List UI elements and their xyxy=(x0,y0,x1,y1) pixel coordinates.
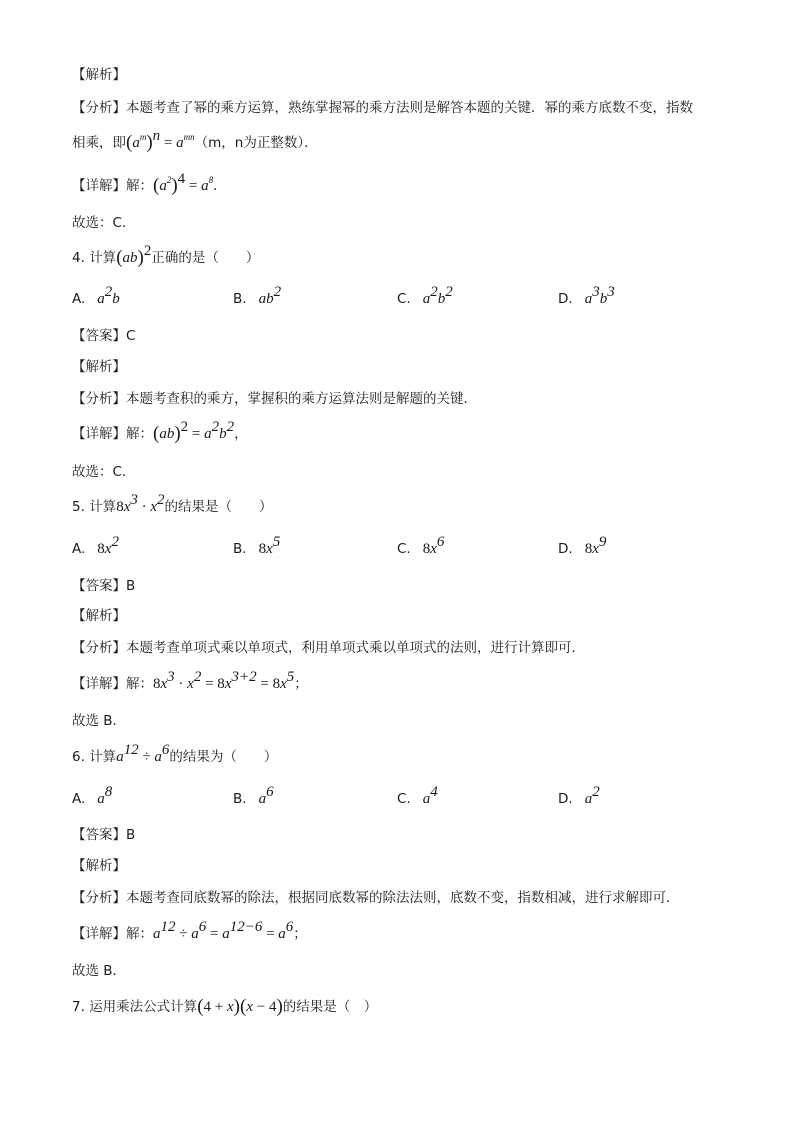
q6-formula: $a^{12} \div a^6$ xyxy=(116,742,170,765)
q4-xiangjie: 【详解】解：$(ab)^2 = a^2b^2$， xyxy=(72,419,248,444)
q6-option-b: B. $a^6$ xyxy=(233,784,274,807)
q5-option-c: C. $8x^6$ xyxy=(397,534,445,557)
q5-xiangjie: 【详解】解：$8x^3 \cdot x^2 = 8x^{3+2} = 8x^5$； xyxy=(72,669,308,692)
question-5-stem: 5. 计算$8x^3 \cdot x^2$的结果是（ ） xyxy=(72,492,273,515)
q4-guxuan: 故选：C． xyxy=(72,464,136,480)
q4-xiangjie-formula: $(ab)^2 = a^2b^2$ xyxy=(153,419,235,444)
q4-option-b: B. $ab^2$ xyxy=(233,284,282,307)
q4-formula: (ab)$^2$ xyxy=(116,243,152,268)
jiexi-heading: 【解析】 xyxy=(72,67,126,83)
xiangjie-line: 【详解】解：$(a^2)^4 = a^8$． xyxy=(72,171,227,196)
q6-fenxi: 【分析】本题考查同底数幂的除法，根据同底数幂的除法法则，底数不变，指数相减，进行求解即可． xyxy=(72,890,680,906)
q4-answer: 【答案】C xyxy=(72,328,136,344)
q5-option-b: B. $8x^5$ xyxy=(233,534,281,557)
q5-formula: $8x^3 \cdot x^2$ xyxy=(116,492,165,515)
q4-option-d: D. $a^3b^3$ xyxy=(558,284,615,307)
q6-guxuan: 故选 B． xyxy=(72,963,127,979)
q5-answer: 【答案】B xyxy=(72,578,136,594)
q6-option-c: C. $a^4$ xyxy=(397,784,438,807)
q4-option-c: C. $a^2b^2$ xyxy=(397,284,453,307)
q4-jiexi-heading: 【解析】 xyxy=(72,359,126,375)
q6-option-a: A. $a^8$ xyxy=(72,784,113,807)
q5-guxuan: 故选 B． xyxy=(72,713,127,729)
q6-xiangjie: 【详解】解：$a^{12} \div a^6 = a^{12-6} = a^6$； xyxy=(72,919,307,942)
question-6-stem: 6. 计算$a^{12} \div a^6$的结果为（ ） xyxy=(72,742,278,765)
q5-jiexi-heading: 【解析】 xyxy=(72,608,126,624)
fenxi-paragraph-line1: 【分析】本题考查了幂的乘方运算，熟练掌握幂的乘方法则是解答本题的关键．幂的乘方底数不变，指数 xyxy=(72,100,693,116)
fenxi-paragraph-line2: 相乘，即$(a^m)^n = a^{mn}(m$，n为正整数）． xyxy=(72,128,318,153)
q5-xiangjie-formula: $8x^3 \cdot x^2 = 8x^{3+2} = 8x^5$ xyxy=(153,669,295,692)
question-7-stem: 7. 运用乘法公式计算(4 + x)(x − 4)的结果是（ ） xyxy=(72,996,378,1017)
question-4-stem: 4. 计算(ab)$^2$正确的是（ ） xyxy=(72,243,260,268)
q6-jiexi-heading: 【解析】 xyxy=(72,858,126,874)
q6-xiangjie-formula: $a^{12} \div a^6 = a^{12-6} = a^6$ xyxy=(153,919,294,942)
q5-option-a: A. $8x^2$ xyxy=(72,534,119,557)
q7-formula: (4 + x)(x − 4) xyxy=(197,996,283,1017)
guxuan-line: 故选：C． xyxy=(72,215,136,231)
q4-fenxi: 【分析】本题考查积的乘方，掌握积的乘方运算法则是解题的关键． xyxy=(72,391,477,407)
q6-answer: 【答案】B xyxy=(72,827,136,843)
q6-option-d: D. $a^2$ xyxy=(558,784,600,807)
q5-fenxi: 【分析】本题考查单项式乘以单项式，利用单项式乘以单项式的法则，进行计算即可． xyxy=(72,640,585,656)
power-rule-formula: $(a^m)^n = a^{mn}$ xyxy=(126,128,195,153)
fenxi-tag: 【分析】 xyxy=(72,100,126,116)
q4-option-a: A. $a^2b$ xyxy=(72,284,120,307)
q5-option-d: D. $8x^9$ xyxy=(558,534,607,557)
xiangjie-formula: $(a^2)^4 = a^8$ xyxy=(153,171,214,196)
